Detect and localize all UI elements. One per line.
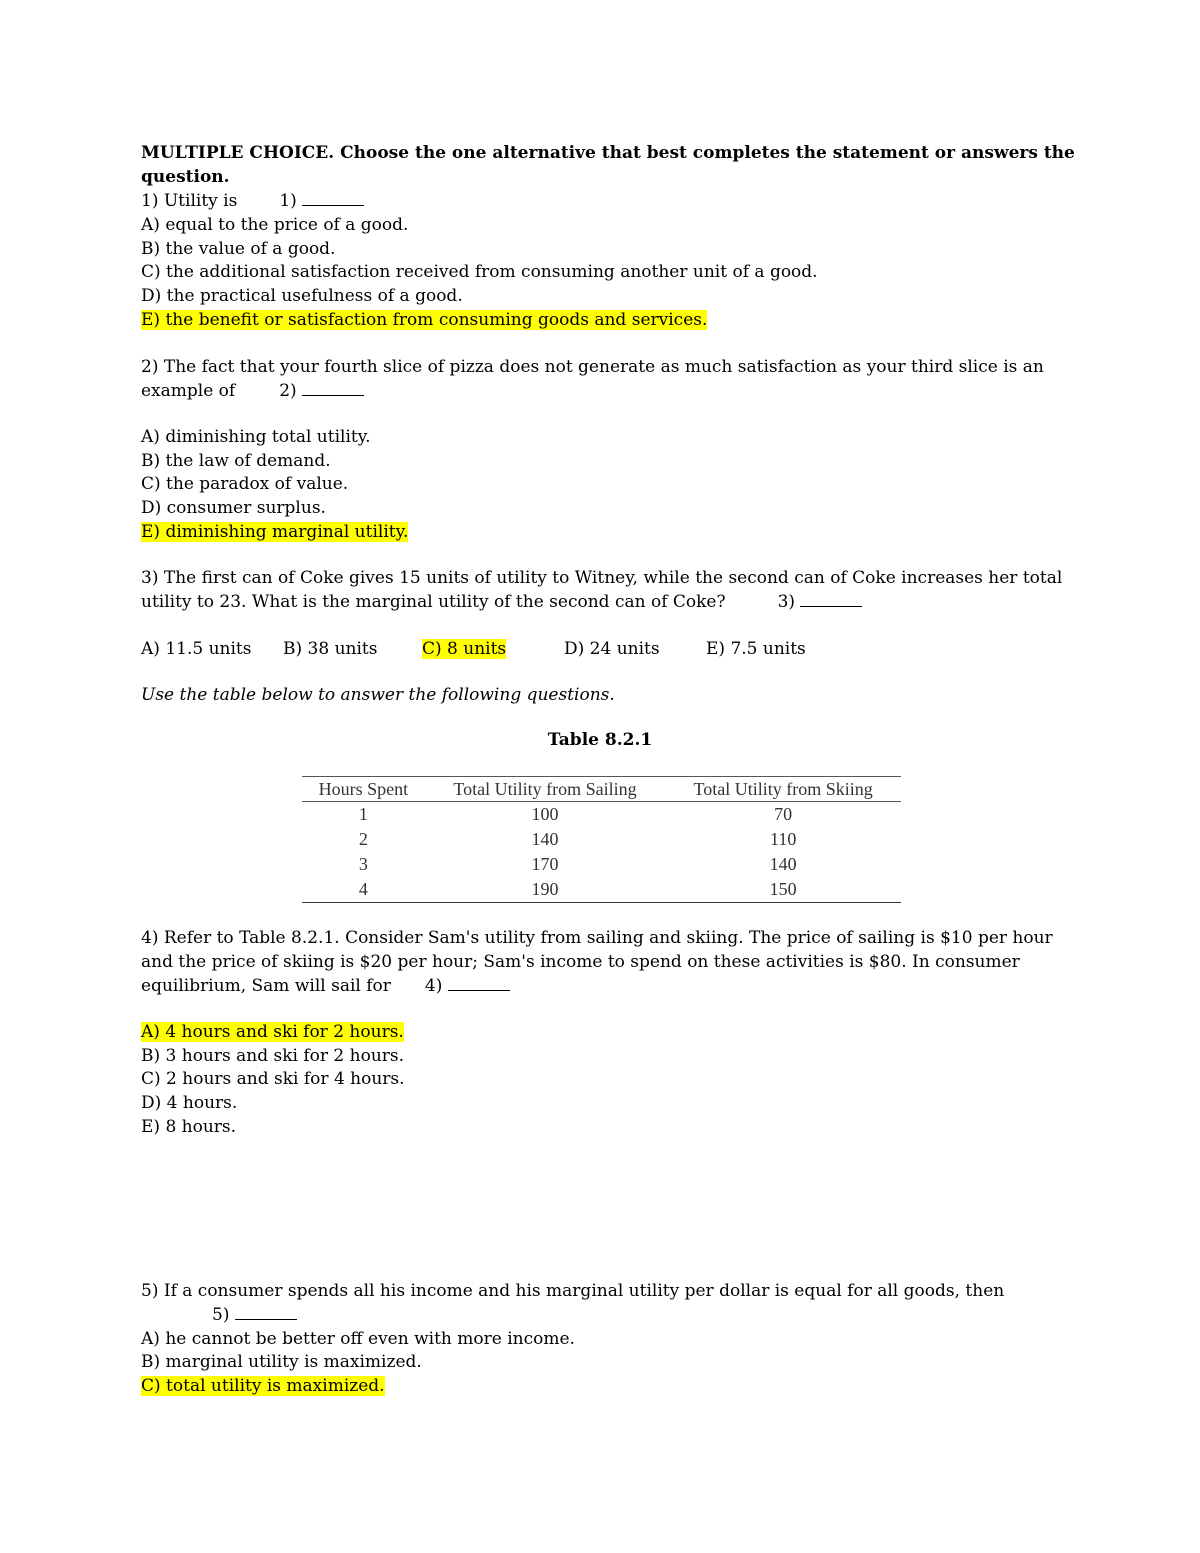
table-cell: 140 bbox=[531, 829, 559, 849]
answer-blank bbox=[448, 976, 510, 991]
option: C) the paradox of value. bbox=[141, 474, 349, 494]
correct-answer: C) 8 units bbox=[422, 639, 507, 659]
option: D) consumer surplus. bbox=[141, 498, 326, 518]
option: A) 11.5 units bbox=[141, 639, 252, 659]
option: B) marginal utility is maximized. bbox=[141, 1352, 422, 1372]
answer-number: 3) bbox=[777, 592, 796, 612]
option: B) 38 units bbox=[283, 639, 378, 659]
question-stem-text: utility to 23. What is the marginal utility of the second can of Coke? bbox=[141, 592, 726, 612]
option: D) 24 units bbox=[564, 639, 660, 659]
answer-number: 5) bbox=[212, 1305, 230, 1325]
question-2-stem: 2) The fact that your fourth slice of pizza does not generate as much satisfaction as your third slice is an bbox=[141, 357, 1044, 377]
answer-number: 1) bbox=[279, 191, 297, 211]
answer-blank bbox=[302, 381, 364, 396]
question-1-stem bbox=[141, 189, 364, 213]
option: B) the law of demand. bbox=[141, 451, 331, 471]
option-highlighted bbox=[422, 637, 506, 661]
option: C) 2 hours and ski for 4 hours. bbox=[141, 1069, 405, 1089]
table-cell: 190 bbox=[425, 877, 666, 903]
correct-answer: E) diminishing marginal utility. bbox=[141, 522, 409, 542]
column-header: Total Utility from Sailing bbox=[425, 777, 666, 802]
table-cell: 3 bbox=[358, 854, 368, 874]
answer-blank bbox=[302, 191, 364, 206]
question-stem-text: 1) Utility is bbox=[141, 191, 238, 211]
table-cell: 2 bbox=[358, 829, 368, 849]
option: E) 7.5 units bbox=[706, 639, 806, 659]
option-highlighted bbox=[141, 1374, 385, 1398]
correct-answer: C) total utility is maximized. bbox=[141, 1376, 385, 1396]
table-cell: 70 bbox=[774, 804, 793, 824]
table-row bbox=[302, 802, 901, 828]
question-stem-text: equilibrium, Sam will sail for bbox=[141, 976, 391, 996]
answer-number: 2) bbox=[279, 381, 297, 401]
option-highlighted bbox=[141, 1020, 404, 1044]
table-header-row bbox=[302, 777, 901, 802]
column-header: Hours Spent bbox=[302, 777, 425, 802]
table-title: Table 8.2.1 bbox=[547, 730, 653, 750]
instructions-heading: MULTIPLE CHOICE. Choose the one alternative that best completes the statement or answers the bbox=[141, 143, 1075, 163]
option: E) 8 hours. bbox=[141, 1117, 237, 1137]
question-4-stem-cont2 bbox=[141, 974, 510, 998]
table-cell: 4 bbox=[302, 877, 425, 903]
table-cell: 140 bbox=[769, 854, 797, 874]
question-5-stem: 5) If a consumer spends all his income and his marginal utility per dollar is equal for all goods, then bbox=[141, 1281, 1005, 1301]
option: A) equal to the price of a good. bbox=[141, 215, 409, 235]
question-5-answer-line bbox=[212, 1303, 297, 1327]
table-row bbox=[302, 877, 901, 903]
question-4-stem-cont: and the price of skiing is $20 per hour; Sam's income to spend on these activities is $80. In consumer bbox=[141, 952, 1020, 972]
option-highlighted bbox=[141, 520, 408, 544]
question-3-stem-cont bbox=[141, 590, 862, 614]
option: C) the additional satisfaction received from consuming another unit of a good. bbox=[141, 262, 818, 282]
option: A) diminishing total utility. bbox=[141, 427, 371, 447]
correct-answer: E) the benefit or satisfaction from consuming goods and services. bbox=[141, 310, 708, 330]
table-cell: 170 bbox=[531, 854, 559, 874]
correct-answer: A) 4 hours and ski for 2 hours. bbox=[141, 1022, 404, 1042]
question-4-stem: 4) Refer to Table 8.2.1. Consider Sam's utility from sailing and skiing. The price of sailing is $10 per hour bbox=[141, 928, 1053, 948]
answer-blank bbox=[235, 1305, 297, 1320]
table-row bbox=[302, 827, 901, 852]
question-stem-text: example of bbox=[141, 381, 236, 401]
option: D) the practical usefulness of a good. bbox=[141, 286, 463, 306]
option: A) he cannot be better off even with more income. bbox=[141, 1329, 575, 1349]
option: D) 4 hours. bbox=[141, 1093, 238, 1113]
question-3-stem: 3) The first can of Coke gives 15 units of utility to Witney, while the second can of Coke increases her total bbox=[141, 568, 1063, 588]
answer-blank bbox=[800, 592, 862, 607]
question-2-stem-cont bbox=[141, 379, 364, 403]
table-cell: 1 bbox=[358, 804, 368, 824]
column-header: Total Utility from Skiing bbox=[665, 777, 901, 802]
option: B) the value of a good. bbox=[141, 239, 336, 259]
table-cell: 100 bbox=[531, 804, 559, 824]
option: B) 3 hours and ski for 2 hours. bbox=[141, 1046, 405, 1066]
utility-table bbox=[302, 776, 901, 903]
instructions-heading-cont: question. bbox=[141, 167, 230, 187]
table-cell: 150 bbox=[665, 877, 901, 903]
table-instruction: Use the table below to answer the following questions. bbox=[141, 685, 615, 705]
option-highlighted bbox=[141, 308, 707, 332]
table-cell: 110 bbox=[770, 829, 797, 849]
answer-number: 4) bbox=[424, 976, 443, 996]
table-row bbox=[302, 852, 901, 877]
